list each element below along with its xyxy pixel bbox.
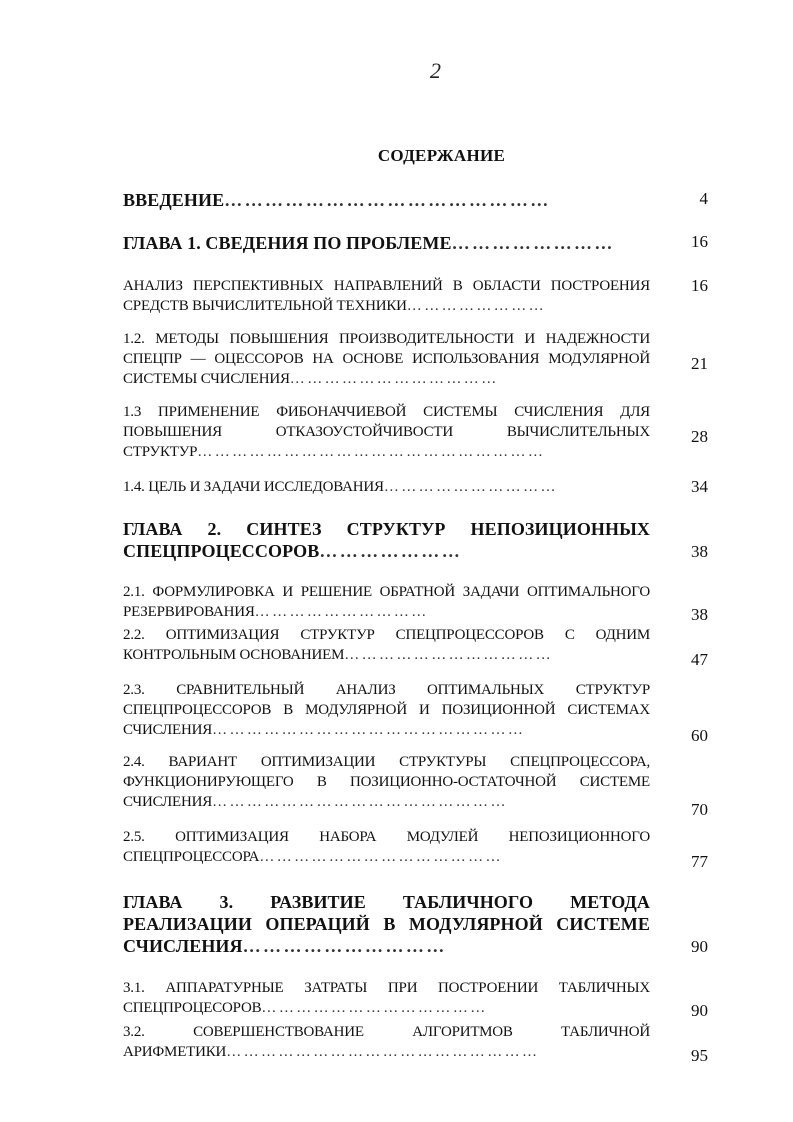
toc-entry-chapter-3[interactable] [123,891,650,957]
toc-page-number: 4 [699,189,708,208]
toc-page-number: 90 [691,1001,708,1020]
toc-entry-text: ВВЕДЕНИЕ [123,190,225,210]
toc-entry-section-1-4[interactable] [123,477,650,497]
toc-entry-text: АНАЛИЗ ПЕРСПЕКТИВНЫХ НАПРАВЛЕНИЙ В ОБЛАСТИ ПОСТРОЕНИЯ СРЕДСТВ ВЫЧИСЛИТЕЛЬНОЙ ТЕХНИКИ [123,278,650,314]
toc-entry-section-2-5[interactable] [123,827,650,867]
dot-leader: ………………………………………… [224,190,551,210]
dot-leader: ………………… [319,541,463,561]
dot-leader: ………………………… [254,604,429,620]
toc-entry-text: ГЛАВА 2. СИНТЕЗ СТРУКТУР НЕПОЗИЦИОННЫХ СПЕЦПРОЦЕССОРОВ [123,519,650,561]
dot-leader: …………………………………… [259,849,503,865]
toc-entry-text: 3.2. СОВЕРШЕНСТВОВАНИЕ АЛГОРИТМОВ ТАБЛИЧНОЙ АРИФМЕТИКИ [123,1024,650,1060]
toc-entry-text: 2.2. ОПТИМИЗАЦИЯ СТРУКТУР СПЕЦПРОЦЕССОРОВ С ОДНИМ КОНТРОЛЬНЫМ ОСНОВАНИЕМ [123,627,650,663]
toc-entry-section-3-1[interactable] [123,978,650,1018]
dot-leader: ……………………………… [344,647,554,663]
toc-entry-text: 2.5. ОПТИМИЗАЦИЯ НАБОРА МОДУЛЕЙ НЕПОЗИЦИОННОГО СПЕЦПРОЦЕССОРА [123,829,650,865]
toc-entry-section-2-2[interactable] [123,625,650,665]
toc-entry-text: 3.1. АППАРАТУРНЫЕ ЗАТРАТЫ ПРИ ПОСТРОЕНИИ ТАБЛИЧНЫХ СПЕЦПРОЦЕСОРОВ [123,980,650,1016]
toc-page-number: 28 [691,427,708,446]
toc-entry-introduction[interactable] [123,189,650,211]
toc-page-number: 16 [691,276,708,295]
toc-page-number: 38 [691,542,708,561]
toc-page-number: 77 [691,852,708,871]
dot-leader: …………………… [451,233,615,253]
toc-entry-text: ГЛАВА 1. СВЕДЕНИЯ ПО ПРОБЛЕМЕ [123,233,452,253]
page-title: СОДЕРЖАНИЕ [377,146,506,165]
toc-entry-section-1-2[interactable] [123,329,650,389]
toc-page-number: 95 [691,1046,708,1065]
dot-leader: …………………… [406,298,546,314]
toc-page-number: 60 [691,726,708,745]
toc-entry-section-2-1[interactable] [123,582,650,622]
toc-page-number: 70 [691,800,708,819]
toc-entry-text: 1.3 ПРИМЕНЕНИЕ ФИБОНАЧЧИЕВОЙ СИСТЕМЫ СЧИСЛЕНИЯ ДЛЯ ПОВЫШЕНИЯ ОТКАЗОУСТОЙЧИВОСТИ ВЫЧИСЛИТЕЛЬНЫХ СТРУКТУР [123,404,650,460]
toc-entry-chapter-1[interactable] [123,232,650,254]
toc-page-number: 34 [691,477,708,496]
dot-leader: …………………………………………………… [197,444,546,460]
toc-entry-text: 1.2. МЕТОДЫ ПОВЫШЕНИЯ ПРОИЗВОДИТЕЛЬНОСТИ И НАДЕЖНОСТИ СПЕЦПР — ОЦЕССОРОВ НА ОСНОВЕ ИСПОЛЬЗОВАНИЯ МОДУЛЯРНОЙ СИСТЕМЫ СЧИСЛЕНИЯ [123,331,650,387]
toc-entry-text: 2.1. ФОРМУЛИРОВКА И РЕШЕНИЕ ОБРАТНОЙ ЗАДАЧИ ОПТИМАЛЬНОГО РЕЗЕРВИРОВАНИЯ [123,584,650,620]
dot-leader: ……………………………………………… [226,1044,540,1060]
dot-leader: ……………………………… [289,371,499,387]
toc-entry-text: 2.3. СРАВНИТЕЛЬНЫЙ АНАЛИЗ ОПТИМАЛЬНЫХ СТРУКТУР СПЕЦПРОЦЕССОРОВ В МОДУЛЯРНОЙ И ПОЗИЦИОННОЙ СИСТЕМАХ СЧИСЛЕНИЯ [123,682,650,738]
dot-leader: ………………………… [383,479,558,495]
dot-leader: ……………………………………………… [212,722,526,738]
toc-entry-section-1-1[interactable] [123,276,650,316]
toc-entry-text: 1.4. ЦЕЛЬ И ЗАДАЧИ ИССЛЕДОВАНИЯ [123,479,384,495]
toc-page-number: 16 [691,232,708,251]
toc-entry-text: 2.4. ВАРИАНТ ОПТИМИЗАЦИИ СТРУКТУРЫ СПЕЦПРОЦЕССОРА, ФУНКЦИОНИРУЮЩЕГО В ПОЗИЦИОННО-ОСТАТОЧНОЙ СИСТЕМЕ СЧИСЛЕНИЯ [123,754,650,810]
dot-leader: …………………………………………… [212,794,508,810]
toc-page-number: 21 [691,354,708,373]
toc-entry-chapter-2[interactable] [123,518,650,562]
dot-leader: ………………………………… [261,1000,488,1016]
dot-leader: ………………………… [242,936,447,956]
toc-entry-section-2-4[interactable] [123,752,650,812]
toc-entry-text: ГЛАВА 3. РАЗВИТИЕ ТАБЛИЧНОГО МЕТОДА РЕАЛИЗАЦИИ ОПЕРАЦИЙ В МОДУЛЯРНОЙ СИСТЕМЕ СЧИСЛЕНИЯ [123,892,650,956]
toc-page-number: 90 [691,937,708,956]
toc-entry-section-1-3[interactable] [123,402,650,462]
toc-page-number: 47 [691,650,708,669]
toc-entry-section-3-2[interactable] [123,1022,650,1062]
toc-entry-section-2-3[interactable] [123,680,650,740]
page-number: 2 [430,58,441,83]
toc-page-number: 38 [691,605,708,624]
